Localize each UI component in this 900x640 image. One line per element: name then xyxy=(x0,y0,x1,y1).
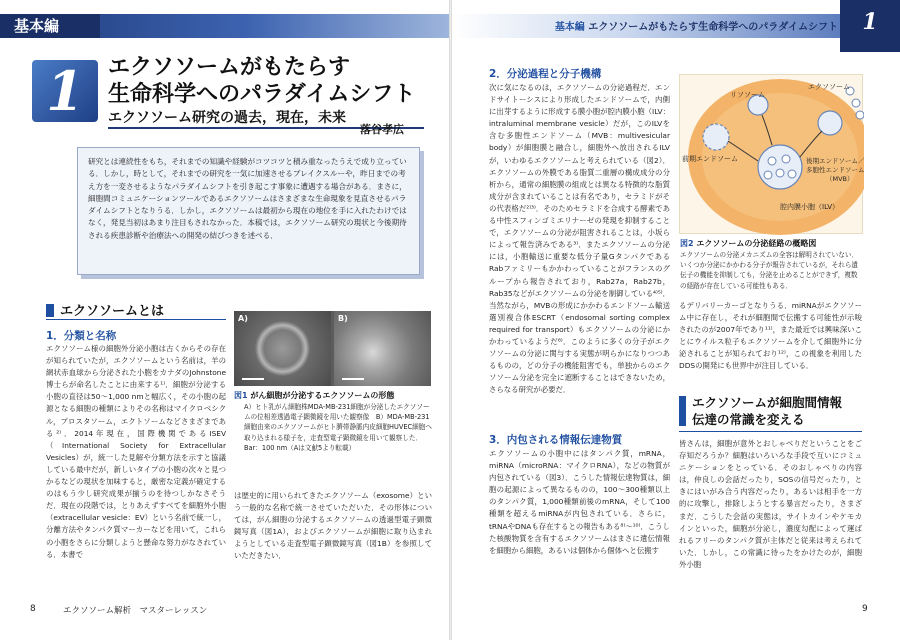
heading-marker xyxy=(679,396,686,426)
subheading-classification: 1．分類と名称 xyxy=(46,330,117,342)
figure-2-title: エクソソームの分泌経路の概略図 xyxy=(696,239,817,248)
section-heading-exosome-text: エクソソームとは xyxy=(60,304,165,319)
figure-1b-sem-image xyxy=(334,311,431,386)
label-ilv: 腔内膜小胞（ILV） xyxy=(780,203,839,211)
figure-2-number: 図2 xyxy=(680,239,694,248)
section-heading-exosome xyxy=(46,300,164,319)
scale-bar xyxy=(242,378,264,380)
subheading-secretion: 2．分泌過程と分子機構 xyxy=(489,68,602,80)
left-page-number: 8 xyxy=(30,604,36,614)
section-heading-rule xyxy=(46,319,226,320)
chapter-title-line2: 生命科学へのパラダイムシフト xyxy=(108,82,416,107)
ilv-shape xyxy=(768,157,776,165)
body-column-4b: 皆さんは，細胞が意外とおしゃべりだということをご存知だろうか？細胞はいろいろな手段で互いにコミュニケーションをとっている．そのおしゃべりの内容は，仲良しの会話だったり，SOSの信号だったり，ときにはいがみ合う内容だったり，あるいは相手を一方的に攻撃し，排除しようとする暴言だったり，さまざまだ．こうした会話の実態は，サイトカインやケモカインといった，細胞が分泌し，濃度勾配によって運ばれるフリーのタンパク質が主体だと従来は考えられていた．しかし，この常識に待ったをかけたのが，細胞外小胞 xyxy=(679,439,862,569)
body-column-3b: エクソソームの小胞中にはタンパク質，mRNA，miRNA（microRNA：マイクロRNA），などの物質が内包されている（図3）．こうした情報伝達物質は，細胞の起源によって異なるものの，100～300種類以上のタンパク質，1,000種類前後のmRNA，そして100種類を超えるmiRNAが内包されている．さらに，tRNAやDNAも存在するとの報告もある⁸⁾～¹⁰⁾．こうした核酸物質を含有するエクソソームはまさに遺伝情報を細胞から細胞，あるいは個体から個体へと伝搬す xyxy=(489,449,670,555)
right-running-head-tag: 基本編 xyxy=(554,22,585,33)
page-gutter xyxy=(449,0,452,640)
left-footer-book-title: エクソソーム解析 マスターレッスン xyxy=(63,606,208,616)
figure-1a-tem-image xyxy=(234,311,331,386)
mvb-shape xyxy=(758,145,802,189)
section-heading-communication-text xyxy=(692,394,842,428)
ilv-shape xyxy=(764,171,772,179)
ilv-shape xyxy=(776,169,784,177)
section-heading-line1: エクソソームが細胞間情報 xyxy=(692,395,843,410)
figure-2-caption-title xyxy=(680,238,816,249)
right-running-head xyxy=(555,18,838,33)
figure-2-svg xyxy=(680,75,864,235)
chapter-title-line1: エクソソームがもたらす xyxy=(108,55,351,80)
figure-2-pathway-diagram xyxy=(679,74,863,234)
early-endosome-shape xyxy=(703,124,729,150)
label-late-endosome-line2: 多胞性エンドソーム xyxy=(806,166,864,174)
right-chapter-badge: 1 xyxy=(840,0,900,52)
label-late-endosome-line3: （MVB） xyxy=(826,175,854,183)
chapter-title xyxy=(108,54,415,108)
chapter-subtitle: エクソソーム研究の過去，現在，未来 xyxy=(108,110,346,126)
figure-2-caption-text: エクソソームの分泌メカニズムの全容は解明されていない．いくつか分泌にかかわる分子が報告されているが，それら遺伝子の機能を抑制しても，分泌を止めることができず，複数の経路が存在している可能性もある． xyxy=(680,251,859,290)
body-column-1: エクソソーム様の細胞外分泌小胞は古くからその存在が知られていたが，エクソソームという名前は，羊の網状赤血球から分泌された小胞をカナダのJohnstone博士らが命名したことに由来する¹⁾．細胞が分泌する小胞の直径は50～1,000 nmと幅広く，その小胞の起源となる細胞の種類によりその名称はマイクロベシクル，プロスタソーム，エクトソームなどさまざまである²⁾．2014年現在，国際機関であるISEV（International Society for Extracellular Vesicles）が，統一した見解や分類方法を示すと協議している最中だが，新しいタイプの小胞の次々と見つかるなどの現状を加味すると，厳密な定義が確定するのはもう少し研究成果が揃うのを待つしかなさそうだ．現在の段階では，とりあえずすべてを細胞外小胞（extracellular vesicle：EV）という名前で統一し，分離方法やタンパク質マーカーなどを用いて，これらの小胞をさらに分類しようと懸命な努力がなされている．本書で xyxy=(46,344,226,559)
abstract-box xyxy=(77,147,420,275)
label-early-endosome: 前期エンドソーム xyxy=(682,155,738,163)
left-header-tab: 基本編 xyxy=(0,14,100,38)
exosome-shape xyxy=(852,99,860,107)
figure-1-caption-text: A）ヒト乳がん細胞株MDA-MB-231細胞が分泌したエクソソームの位相差透過電子顕微鏡を用いた観察像 B）MDA-MB-231細胞由来のエクソソームがヒト臍帯静脈内皮細胞HUVEC細胞へ取り込まれる様子を，走査型電子顕微鏡を用いて観察した．Bar：100 nm（Aは文献5より転載） xyxy=(244,403,432,452)
label-lysosome: リソソーム xyxy=(730,91,765,99)
right-running-head-title: エクソソームがもたらす生命科学へのパラダイムシフト xyxy=(588,22,838,33)
heading-marker xyxy=(46,304,54,317)
figure-1-caption-title xyxy=(234,390,394,401)
ilv-shape xyxy=(788,170,796,178)
figure-1b-label: B) xyxy=(338,314,348,323)
body-column-3: 次に気になるのは，エクソソームの分泌過程だ．エンドサイトーシスにより形成したエンドソームで，内側に出芽するように形成する膜小胞が腔内膜小胞（ILV：intraluminal membrane vesicle）だが，このILVを含む多胞性エンドソーム（MVB：multivesicular body）が細胞膜と融合し，細胞外へ放出されるILVが，いわゆるエクソソームと考えられている（図2）．エクソソームの外膜である脂質二重層の構成成分の分析から，通常の細胞膜の組成とは異なる特徴的な脂質成分が含まれていることは有名であり，セラミドがその代表格だ²⁾³⁾．そのためセラミドを合成する酵素である中性スフィンゴミエリナーゼの発現を抑制することで，エクソソームの分泌が阻害されることは，小坂らによって報告済みである³⁾．またエクソソームの分泌には，小胞輸送に重要な低分子量GタンパクであるRabファミリーもかかわっていることがフランスのグループから報告されており，Rab27a，Rab27b，Rab35などがエクソソームの分泌を制御している⁴⁾⁵⁾．当然ながら，MVBの形成にかかわるエンドソーム輸送選別複合体ESCRT（endosomal sorting complex required for transport）もエクソソームの分泌にかかわっているようだ⁶⁾．このように多くの分子がエクソソームの分泌に関与する実態が明らかになりつつあるものの，どの分子の機能阻害でも，単独からのエクソソーム分泌を完全に遮断することはできないため，さらなる研究が必要だ． xyxy=(489,83,670,395)
figure-1-title: がん細胞が分泌するエクソソームの形態 xyxy=(250,391,395,400)
section-heading-rule xyxy=(679,431,862,432)
figure-1-micrographs xyxy=(234,311,431,386)
body-column-4: るデリバリーカーゴとなりうる．miRNAがエクソソーム中に存在し，それが細胞間で伝搬する可能性が示唆されたのが2007年であり¹¹⁾，また最近では興味深いことにウイルス粒子もエクソソームを介して細胞外に分泌されることが知られており¹²⁾，この視象を利用したDDSの開発にも世界中が注目している． xyxy=(679,301,862,371)
subheading-contents: 3．内包される情報伝達物質 xyxy=(489,434,623,446)
figure-1a-label: A) xyxy=(238,314,248,323)
chapter-number-badge: 1 xyxy=(32,60,98,122)
figure-1-number: 図1 xyxy=(234,391,248,400)
scale-bar xyxy=(342,378,364,380)
author-name: 落谷孝広 xyxy=(360,123,404,136)
ilv-shape xyxy=(782,155,790,163)
exosome-shape xyxy=(856,111,864,119)
label-exosome: エクソソーム xyxy=(808,83,850,91)
body-column-2: は歴史的に用いられてきたエクソソーム（exosome）という一般的な名称で統一させていただいた．その形体については，がん細胞の分泌するエクソソームの透過型電子顕微鏡写真（図1A），およびエクソソームが細胞に取り込まれようとしている走査型電子顕微鏡写真（図1B）を参照していただきたい． xyxy=(234,491,432,561)
section-heading-line2: 伝達の常識を変える xyxy=(692,412,805,427)
abstract-text: 研究とは連続性をもち，それまでの知識や経験がコツコツと積み重なったうえで成り立っている．しかし，時として，それまでの研究を一気に加速させるブレイクスルーや，昨日までの考え方を一変させるようなパラダイムシフトを引き起こす事象に遭遇する場合がある．まさに，細胞間コミュニケーションツールであるエクソソームはさまざまな生命現象を見直させるパラダイムシフトとなりうる．しかし，エクソソームは最初から現在の地位を手に入れたわけではなく，発見当初はあまり注目もされなかった．本稿では，エクソソーム研究の現状と今後期待される疾患診断や治療法への開発の結びつきを述べる． xyxy=(88,157,407,240)
label-late-endosome-line1: 後期エンドソーム／ xyxy=(806,157,864,165)
right-page-number: 9 xyxy=(862,604,868,614)
